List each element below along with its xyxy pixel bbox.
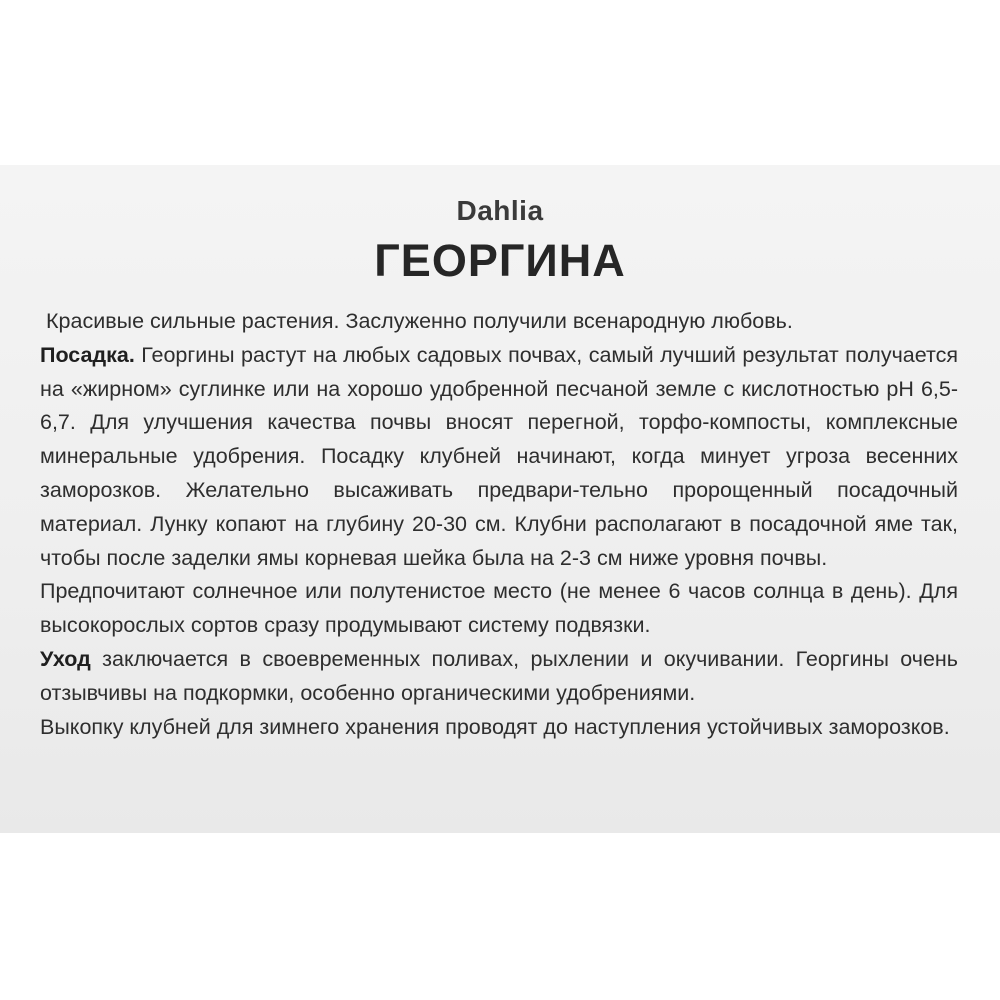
location-paragraph: Предпочитают солнечное или полутенистое место (не менее 6 часов солнца в день). Для высокорослых сортов сразу продумывают систему подвязки. [40, 579, 958, 638]
intro-paragraph: Красивые сильные растения. Заслуженно получили всенародную любовь. [46, 309, 793, 333]
page-title: ГЕОРГИНА [374, 235, 626, 286]
description-body [40, 305, 958, 744]
planting-text: Георгины растут на любых садовых почвах, самый лучший результат получается на «жирном» суглинке или на хорошо удобренной песчаной земле с кислотностью рН 6,5-6,7. Для улучшения качества почвы вносят перегной, торфо-компосты, комплексные минеральные удобрения. Посадку клубней начинают, когда минует угроза весенних заморозков. Желательно высаживать предвари-тельно пророщенный посадочный материал. Лунку копают на глубину 20-30 см. Клубни располагают в посадочной яме так, чтобы после заделки ямы корневая шейка была на 2-3 см ниже уровня почвы. [40, 342, 958, 570]
care-paragraph [40, 643, 958, 711]
seed-packet-label [0, 165, 1000, 833]
planting-label: Посадка. [40, 342, 135, 367]
latin-name: Dahlia [456, 195, 544, 226]
planting-paragraph [40, 339, 958, 576]
care-text: заключается в своевременных поливах, рыхлении и окучивании. Георгины очень отзывчивы на подкормки, особенно органическими удобрениями. [40, 646, 958, 705]
digging-paragraph: Выкопку клубней для зимнего хранения проводят до наступления устойчивых заморозков. [40, 714, 950, 739]
care-label: Уход [40, 646, 91, 671]
